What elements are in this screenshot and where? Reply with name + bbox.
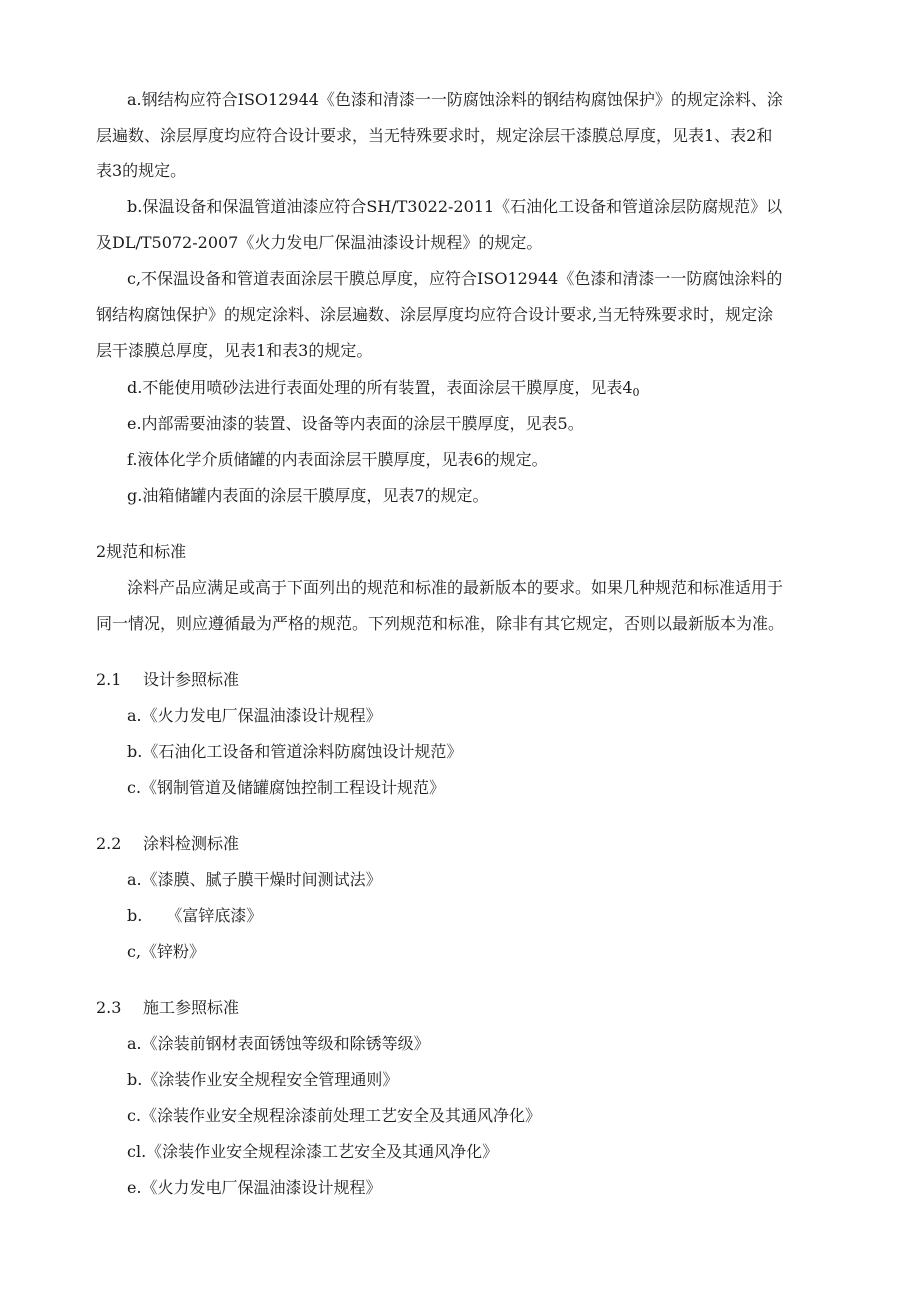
section-2-1-heading xyxy=(96,670,239,690)
paragraph-a-line-3: 表3的规定。 xyxy=(96,161,187,180)
list-item: a.《涂装前钢材表面锈蚀等级和除锈等级》 xyxy=(127,1034,430,1053)
paragraph-c-line-3: 层干漆膜总厚度，见表1和表3的规定。 xyxy=(96,341,373,360)
list-item: cl.《涂装作业安全规程涂漆工艺安全及其通风净化》 xyxy=(127,1142,499,1161)
list-item: e.《火力发电厂保温油漆设计规程》 xyxy=(127,1178,382,1197)
list-item: b. 《富锌底漆》 xyxy=(127,906,263,925)
paragraph-c-line-1: c,不保温设备和管道表面涂层干膜总厚度，应符合ISO12944《色漆和清漆一一防腐蚀涂料的 xyxy=(127,269,783,288)
section-2-2-title: 涂料检测标准 xyxy=(143,834,240,853)
paragraph-c-line-2: 钢结构腐蚀保护》的规定涂料、涂层遍数、涂层厚度均应符合设计要求,当无特殊要求时，规定涂 xyxy=(96,305,774,324)
section-2-3-number: 2.3 xyxy=(96,998,122,1017)
section-2-heading: 2规范和标准 xyxy=(96,542,187,561)
paragraph-f: f.液体化学介质储罐的内表面涂层干膜厚度，见表6的规定。 xyxy=(127,450,548,469)
paragraph-a-line-1: a.钢结构应符合ISO12944《色漆和清漆一一防腐蚀涂料的钢结构腐蚀保护》的规定涂料、涂 xyxy=(127,90,783,109)
list-item: c.《涂装作业安全规程涂漆前处理工艺安全及其通风净化》 xyxy=(127,1106,542,1125)
paragraph-b-line-2: 及DL/T5072-2007《火力发电厂保温油漆设计规程》的规定。 xyxy=(96,233,543,252)
section-2-body-line-2: 同一情况，则应遵循最为严格的规范。下列规范和标准，除非有其它规定，否则以最新版本为准。 xyxy=(96,614,785,633)
list-item: b.《涂装作业安全规程安全管理通则》 xyxy=(127,1070,399,1089)
list-item: c,《锌粉》 xyxy=(127,942,206,961)
list-item: b.《石油化工设备和管道涂料防腐蚀设计规范》 xyxy=(127,742,463,761)
list-item: a.《火力发电厂保温油漆设计规程》 xyxy=(127,706,382,725)
section-2-3-title: 施工参照标准 xyxy=(143,998,240,1017)
section-2-1-title: 设计参照标准 xyxy=(143,670,240,689)
paragraph-a-line-2: 层遍数、涂层厚度均应符合设计要求，当无特殊要求时，规定涂层干漆膜总厚度，见表1、表2和 xyxy=(96,126,773,145)
paragraph-b-line-1: b.保温设备和保温管道油漆应符合SH/T3022-2011《石油化工设备和管道涂层防腐规范》以 xyxy=(127,197,783,216)
section-2-3-heading xyxy=(96,998,239,1018)
list-item: a.《漆膜、腻子膜干燥时间测试法》 xyxy=(127,870,382,889)
section-2-2-heading xyxy=(96,834,239,854)
paragraph-e: e.内部需要油漆的装置、设备等内表面的涂层干膜厚度，见表5。 xyxy=(127,414,584,433)
list-item: c.《钢制管道及储罐腐蚀控制工程设计规范》 xyxy=(127,778,446,797)
paragraph-d-text: d.不能使用喷砂法进行表面处理的所有装置，表面涂层干膜厚度，见表4 xyxy=(127,378,633,397)
paragraph-d-subscript: 0 xyxy=(632,386,640,399)
paragraph-d xyxy=(127,378,640,403)
section-2-body-line-1: 涂料产品应满足或高于下面列出的规范和标准的最新版本的要求。如果几种规范和标准适用于 xyxy=(127,578,784,597)
paragraph-g: g.油箱储罐内表面的涂层干膜厚度，见表7的规定。 xyxy=(127,486,489,505)
section-2-1-number: 2.1 xyxy=(96,670,122,689)
section-2-2-number: 2.2 xyxy=(96,834,122,853)
